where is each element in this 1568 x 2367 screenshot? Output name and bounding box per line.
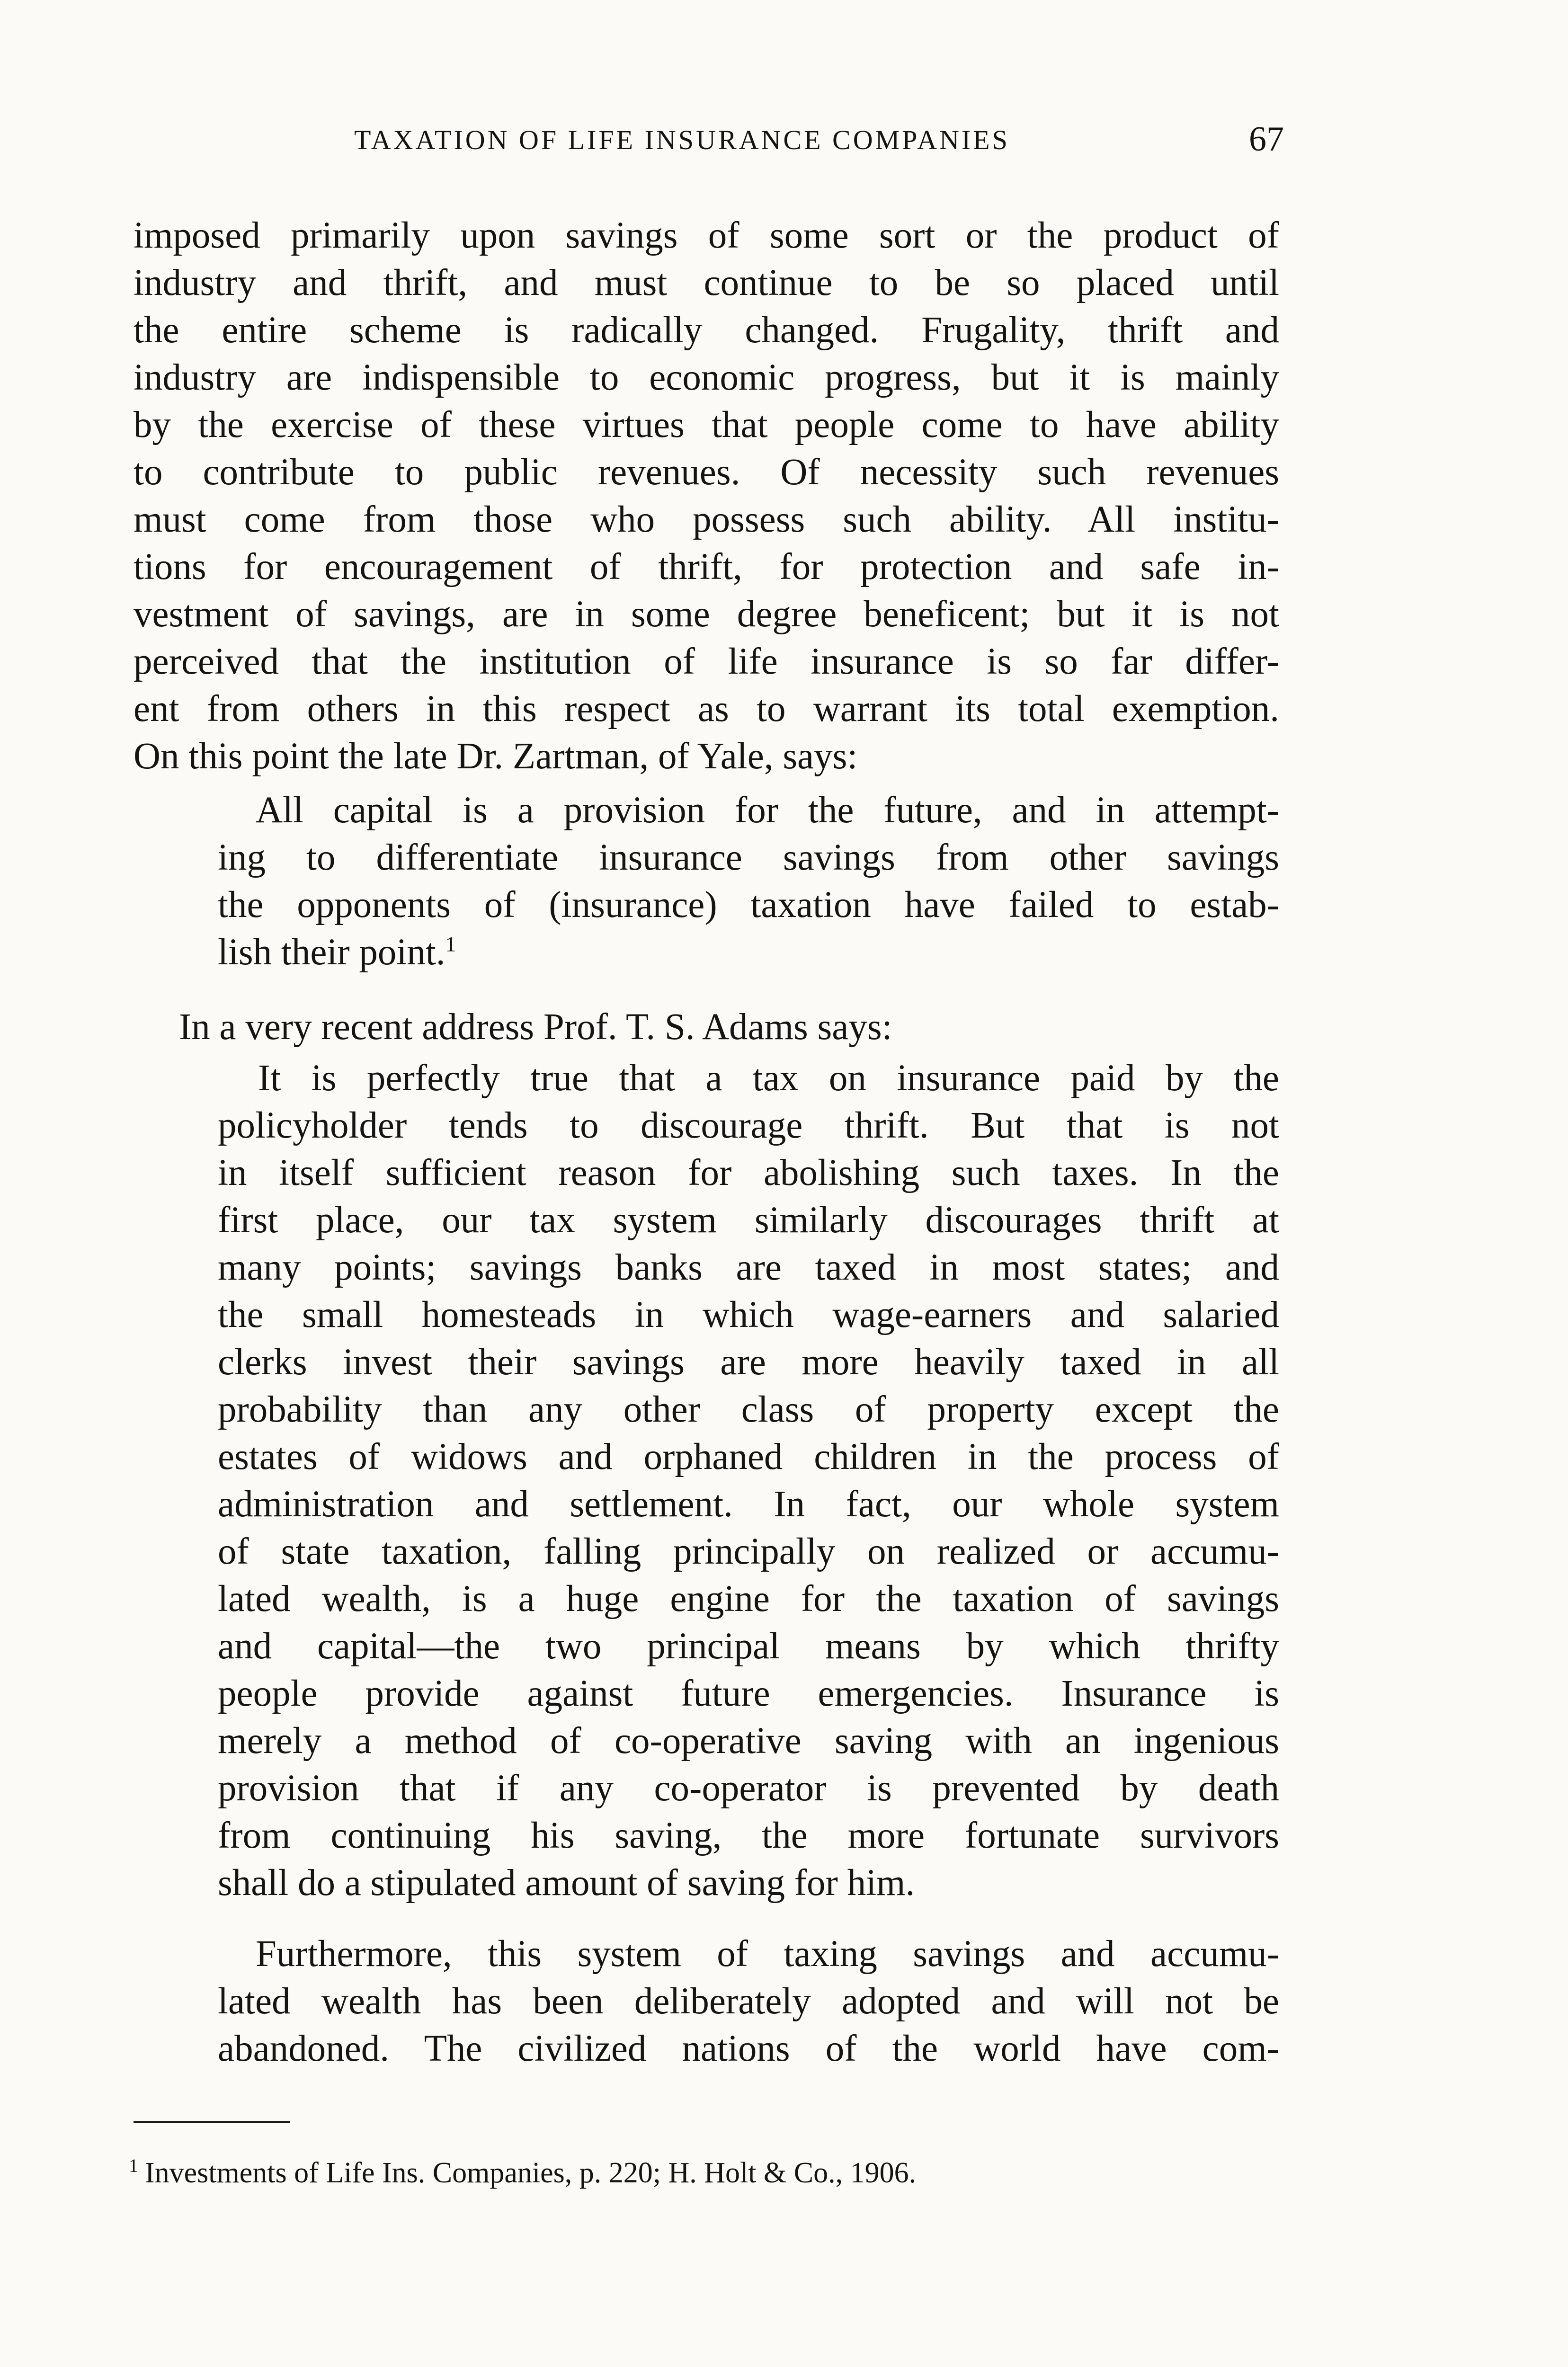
body-line: In a very recent address Prof. T. S. Adams says: xyxy=(179,1006,892,1048)
quote-line: provision that if any co-operator is prevented by death xyxy=(218,1768,1279,1809)
quote-line: many points; savings banks are taxed in most states; and xyxy=(218,1247,1279,1288)
quote-line: lated wealth has been deliberately adopted and will not be xyxy=(218,1981,1279,2022)
body-line: perceived that the institution of life insurance is so far differ- xyxy=(134,641,1279,682)
body-line: industry are indispensible to economic progress, but it is mainly xyxy=(134,357,1279,398)
quote-line: people provide against future emergencies. Insurance is xyxy=(218,1673,1279,1714)
footnote-reference: 1 xyxy=(445,932,456,956)
quote-line: in itself sufficient reason for abolishing such taxes. In the xyxy=(218,1152,1279,1193)
body-line: On this point the late Dr. Zartman, of Yale, says: xyxy=(134,736,858,777)
footnote-rule xyxy=(134,2121,290,2123)
quote-line: lated wealth, is a huge engine for the taxation of savings xyxy=(218,1578,1279,1620)
quote-line: ing to differentiate insurance savings from other savings xyxy=(218,837,1279,878)
body-line: must come from those who possess such ability. All institu- xyxy=(134,499,1279,540)
quote-line-text: lish their point. xyxy=(218,932,445,973)
quote-line: abandoned. The civilized nations of the world have com- xyxy=(218,2028,1279,2069)
quote-line: probability than any other class of property except the xyxy=(218,1389,1279,1430)
body-line: imposed primarily upon savings of some sort or the product of xyxy=(134,215,1279,256)
quote-line: clerks invest their savings are more heavily taxed in all xyxy=(218,1342,1279,1383)
quote-line: first place, our tax system similarly discourages thrift at xyxy=(218,1200,1279,1241)
quote-line: the opponents of (insurance) taxation have failed to estab- xyxy=(218,884,1279,925)
footnote xyxy=(129,2154,916,2192)
footnote-marker: 1 xyxy=(129,2155,138,2177)
quote-line: It is perfectly true that a tax on insurance paid by the xyxy=(258,1058,1279,1099)
quote-line: the small homesteads in which wage-earners and salaried xyxy=(218,1294,1279,1335)
quote-line: administration and settlement. In fact, our whole system xyxy=(218,1484,1279,1525)
quote-line xyxy=(218,929,1279,976)
quote-line: of state taxation, falling principally on realized or accumu- xyxy=(218,1531,1279,1572)
running-head: TAXATION OF LIFE INSURANCE COMPANIES xyxy=(354,125,1010,155)
quote-line: and capital—the two principal means by which thrifty xyxy=(218,1626,1279,1667)
body-line: by the exercise of these virtues that people come to have ability xyxy=(134,404,1279,445)
quote-line: estates of widows and orphaned children in the process of xyxy=(218,1436,1279,1477)
page-number: 67 xyxy=(1249,120,1284,159)
quote-line: policyholder tends to discourage thrift. But that is not xyxy=(218,1105,1279,1146)
body-line: to contribute to public revenues. Of necessity such revenues xyxy=(134,452,1279,493)
quote-line: Furthermore, this system of taxing savings and accumu- xyxy=(256,1933,1279,1975)
quote-line: from continuing his saving, the more fortunate survivors xyxy=(218,1815,1279,1856)
quote-line: merely a method of co-operative saving with an ingenious xyxy=(218,1720,1279,1762)
quote-line: All capital is a provision for the future, and in attempt- xyxy=(256,790,1279,831)
body-line: vestment of savings, are in some degree beneficent; but it is not xyxy=(134,594,1279,635)
body-line: ent from others in this respect as to warrant its total exemption. xyxy=(134,688,1279,730)
body-line: tions for encouragement of thrift, for protection and safe in- xyxy=(134,546,1279,587)
body-line: the entire scheme is radically changed. Frugality, thrift and xyxy=(134,310,1279,351)
quote-line: shall do a stipulated amount of saving for him. xyxy=(218,1862,915,1904)
footnote-text: Investments of Life Ins. Companies, p. 220; H. Holt & Co., 1906. xyxy=(145,2157,917,2189)
body-line: industry and thrift, and must continue to be so placed until xyxy=(134,262,1279,303)
